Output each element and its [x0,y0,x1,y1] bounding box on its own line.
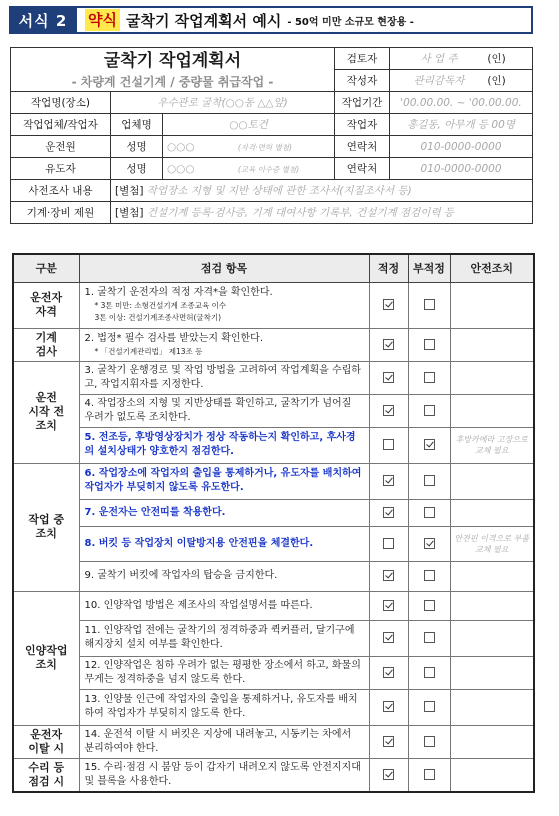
safety-action-field[interactable] [450,758,534,792]
plan-header-table [10,47,533,224]
form-number-tag: 서식 2 [9,6,77,34]
survey-field[interactable] [111,180,533,202]
guide-name: ○○○ [167,162,195,175]
checklist-item-text: 7. 운전자는 안전띠를 착용한다. [84,506,226,518]
period-label: 작업기간 [335,92,390,114]
guide-label: 유도자 [11,158,111,180]
operator-label: 운전원 [11,136,111,158]
checklist-row [13,526,534,561]
guide-contact-field[interactable]: 010-0000-0000 [390,158,533,180]
checklist-item-cell [79,499,369,526]
checklist-row [13,620,534,656]
banner-subtitle: - 50억 미만 소규모 현장용 - [287,16,414,28]
operator-contact-label: 연락처 [335,136,390,158]
checklist-category: 인양작업 조치 [13,591,79,725]
operator-sublabel: 성명 [111,136,163,158]
safety-action-field[interactable]: 안전핀 이격으로 부품 교체 필요 [450,526,534,561]
company-field[interactable]: ○○토건 [163,114,335,136]
survey-attach: [별첨] [115,185,144,197]
checklist-item-cell [79,591,369,620]
banner-body [77,6,533,34]
safety-action-field[interactable]: 후방카메라 고장으로 교체 필요 [450,427,534,463]
ok-checkbox-cell [369,361,408,394]
checklist-row [13,656,534,689]
safety-action-field[interactable] [450,361,534,394]
checklist-item-cell [79,561,369,591]
period-field[interactable]: '00.00.00. ~ '00.00.00. [390,92,533,114]
survey-value: 작업장소 지형 및 지반 상태에 관한 조사서(지질조사서 등) [146,185,412,197]
checklist-item-cell [79,526,369,561]
equipment-value: 건설기계 등록·검사증, 기계 대여사항 기록부, 건설기계 점검이력 등 [146,207,455,219]
ng-checkbox[interactable] [424,632,435,643]
ok-checkbox-cell [369,656,408,689]
ok-checkbox-cell [369,689,408,725]
checklist-item-cell [79,394,369,427]
checklist-item-cell [79,282,369,328]
checklist-item-text: 5. 전조등, 후방영상장치가 정상 작동하는지 확인하고, 후사경의 설치상태가 양호한지 점검한다. [84,432,356,457]
operator-name: ○○○ [167,140,195,153]
checklist-item-cell [79,463,369,499]
ng-checkbox[interactable] [424,701,435,712]
company-label: 작업업체/작업자 [11,114,111,136]
safety-action-field[interactable] [450,328,534,361]
checklist-category: 운전자 이탈 시 [13,725,79,758]
work-name-label: 작업명(장소) [11,92,111,114]
operator-note: (자격·면허 별첨) [237,142,292,152]
ng-checkbox-cell [408,758,450,792]
checklist-item-text: 11. 인양작업 전에는 굴착기의 정격하중과 퀵커플러, 달기구에 해지장치 설치 여부를 확인한다. [84,625,355,650]
checklist-category: 작업 중 조치 [13,463,79,591]
writer-field[interactable] [390,70,533,92]
checklist-category: 수리 등 점검 시 [13,758,79,792]
ng-checkbox[interactable] [424,475,435,486]
ok-checkbox-cell [369,561,408,591]
checklist-row [13,689,534,725]
worker-field[interactable]: 홍길동, 아무개 등 00명 [390,114,533,136]
col-category: 구분 [13,254,79,282]
banner-title: 굴착기 작업계획서 예시 [125,11,282,30]
safety-action-field[interactable] [450,463,534,499]
ng-checkbox-cell [408,689,450,725]
company-sublabel: 업체명 [111,114,163,136]
plan-title: 굴착기 작업계획서 [103,50,242,71]
ng-checkbox[interactable] [424,372,435,383]
ok-checkbox-cell [369,328,408,361]
ng-checkbox-cell [408,328,450,361]
checklist-item-text: 13. 인양물 인근에 작업자의 출입을 통제하거나, 유도자를 배치하여 작업자가 부딪히지 않도록 한다. [84,694,358,719]
checklist-row [13,591,534,620]
ng-checkbox[interactable] [424,507,435,518]
operator-contact-field[interactable]: 010-0000-0000 [390,136,533,158]
checklist-item-note: * 3톤 미만: 소형건설기계 조종교육 이수 [94,301,227,310]
form-banner [9,6,533,34]
ng-checkbox-cell [408,526,450,561]
ng-checkbox[interactable] [424,667,435,678]
guide-note: (교육 이수증 별첨) [237,164,300,174]
checklist-row [13,561,534,591]
checklist-row [13,361,534,394]
ok-checkbox[interactable] [383,372,394,383]
checklist-category: 운전자 자격 [13,282,79,328]
ok-checkbox[interactable] [383,339,394,350]
ng-checkbox[interactable] [424,299,435,310]
checklist-item-cell [79,328,369,361]
ng-checkbox-cell [408,282,450,328]
ok-checkbox-cell [369,463,408,499]
checklist-row [13,463,534,499]
ok-checkbox[interactable] [383,600,394,611]
ng-checkbox[interactable] [424,769,435,780]
ok-checkbox-cell [369,526,408,561]
checklist-row [13,427,534,463]
banner-highlight: 약식 [85,9,120,31]
ok-checkbox-cell [369,282,408,328]
checklist-category: 운전 시작 전 조치 [13,361,79,463]
checklist-item-cell [79,758,369,792]
col-ng: 부적정 [408,254,450,282]
ng-checkbox[interactable] [424,600,435,611]
safety-action-field[interactable] [450,394,534,427]
ng-checkbox-cell [408,361,450,394]
ng-checkbox-cell [408,656,450,689]
checklist-item-cell [79,656,369,689]
checklist-body [13,282,534,792]
ok-checkbox-cell [369,758,408,792]
safety-action-field[interactable] [450,499,534,526]
ok-checkbox[interactable] [383,475,394,486]
checklist-row [13,394,534,427]
ng-checkbox-cell [408,620,450,656]
ok-checkbox-cell [369,725,408,758]
checklist-item-text: 4. 작업장소의 지형 및 지반상태를 확인하고, 굴착기가 넘어질 우려가 없도록 조치한다. [84,397,352,423]
reviewer-field[interactable] [390,48,533,70]
safety-action-field[interactable] [450,561,534,591]
ng-checkbox[interactable] [424,405,435,416]
operator-name-field[interactable] [163,136,335,158]
writer-label: 작성자 [335,70,390,92]
ng-checkbox[interactable] [424,339,435,350]
equipment-label: 기계·장비 제원 [11,202,111,224]
checklist-category: 기계 검사 [13,328,79,361]
ng-checkbox-cell [408,499,450,526]
ng-checkbox-cell [408,591,450,620]
checklist-item-text: 8. 버킷 등 작업장치 이탈방지용 안전핀을 체결한다. [84,537,314,549]
ok-checkbox[interactable] [383,538,394,549]
checklist-item-text: 1. 굴착기 운전자의 적정 자격*을 확인한다. [84,287,273,298]
writer-value: 관리감독자 [413,75,465,87]
guide-sublabel: 성명 [111,158,163,180]
ok-checkbox[interactable] [383,632,394,643]
guide-contact-label: 연락처 [335,158,390,180]
safety-action-field[interactable] [450,282,534,328]
worker-label: 작업자 [335,114,390,136]
ok-checkbox[interactable] [383,405,394,416]
col-item: 점검 항목 [79,254,369,282]
checklist-row [13,282,534,328]
ok-checkbox-cell [369,394,408,427]
safety-action-field[interactable] [450,725,534,758]
ok-checkbox[interactable] [383,701,394,712]
equipment-attach: [별첨] [115,207,144,219]
safety-action-field[interactable] [450,620,534,656]
ng-checkbox-cell [408,561,450,591]
checklist-item-cell [79,361,369,394]
work-name-field[interactable]: 우수관로 굴착(○○동 △△앞) [111,92,335,114]
inspection-checklist [12,253,535,793]
plan-subtitle: - 차량계 건설기계 / 중량물 취급작업 - [71,74,274,89]
checklist-item-cell [79,620,369,656]
checklist-item-text: 14. 운전석 이탈 시 버킷은 지상에 내려놓고, 시동키는 차에서 분리하여야 한다. [84,728,352,754]
checklist-row [13,328,534,361]
ok-checkbox[interactable] [383,439,394,450]
ng-checkbox[interactable] [424,570,435,581]
checklist-item-text: 10. 인양작업 방법은 제조사의 작업설명서를 따른다. [84,599,313,611]
equipment-field[interactable] [111,202,533,224]
reviewer-seal: (인) [487,53,506,65]
ng-checkbox[interactable] [424,439,435,450]
checklist-item-text: 12. 인양작업은 침하 우려가 없는 평평한 장소에서 하고, 화물의 무게는 정격하중을 넘지 않도록 한다. [84,659,361,685]
ng-checkbox-cell [408,394,450,427]
plan-title-cell [11,48,335,92]
ok-checkbox[interactable] [383,667,394,678]
ok-checkbox[interactable] [383,736,394,747]
checklist-item-cell [79,427,369,463]
checklist-item-note: * 「건설기계관리법」 제13조 등 [94,346,203,356]
checklist-item-cell [79,689,369,725]
reviewer-label: 검토자 [335,48,390,70]
checklist-item-text: 9. 굴착기 버킷에 작업자의 탑승을 금지한다. [84,570,278,581]
ng-checkbox-cell [408,463,450,499]
safety-action-field[interactable] [450,689,534,725]
ng-checkbox[interactable] [424,736,435,747]
checklist-row [13,499,534,526]
guide-name-field[interactable] [163,158,335,180]
ok-checkbox[interactable] [383,299,394,310]
ok-checkbox-cell [369,499,408,526]
checklist-item-text: 6. 작업장소에 작업자의 출입을 통제하거나, 유도자를 배치하여 작업자가 부딪히지 않도록 유도한다. [84,468,362,493]
checklist-row [13,725,534,758]
checklist-item-text: 15. 수리·점검 시 붐암 등이 갑자기 내려오지 않도록 안전지지대 및 블록을 사용한다. [84,761,361,787]
ng-checkbox-cell [408,427,450,463]
ok-checkbox[interactable] [383,570,394,581]
ok-checkbox-cell [369,591,408,620]
checklist-row [13,758,534,792]
col-safety: 안전조치 [450,254,534,282]
ng-checkbox[interactable] [424,538,435,549]
checklist-item-note: 3톤 이상: 건설기계조종사면허(굴착기) [94,313,222,322]
checklist-item-text: 2. 법정* 필수 검사를 받았는지 확인한다. [84,332,264,344]
ok-checkbox[interactable] [383,507,394,518]
checklist-item-cell [79,725,369,758]
survey-label: 사전조사 내용 [11,180,111,202]
checklist-item-text: 3. 굴착기 운행경로 및 작업 방법을 고려하여 작업계획을 수립하고, 작업지휘자를 지정한다. [84,364,361,390]
writer-seal: (인) [487,75,506,87]
ok-checkbox[interactable] [383,769,394,780]
ok-checkbox-cell [369,427,408,463]
col-ok: 적정 [369,254,408,282]
safety-action-field[interactable] [450,591,534,620]
ok-checkbox-cell [369,620,408,656]
ng-checkbox-cell [408,725,450,758]
safety-action-field[interactable] [450,656,534,689]
reviewer-value: 사 업 주 [420,53,458,65]
